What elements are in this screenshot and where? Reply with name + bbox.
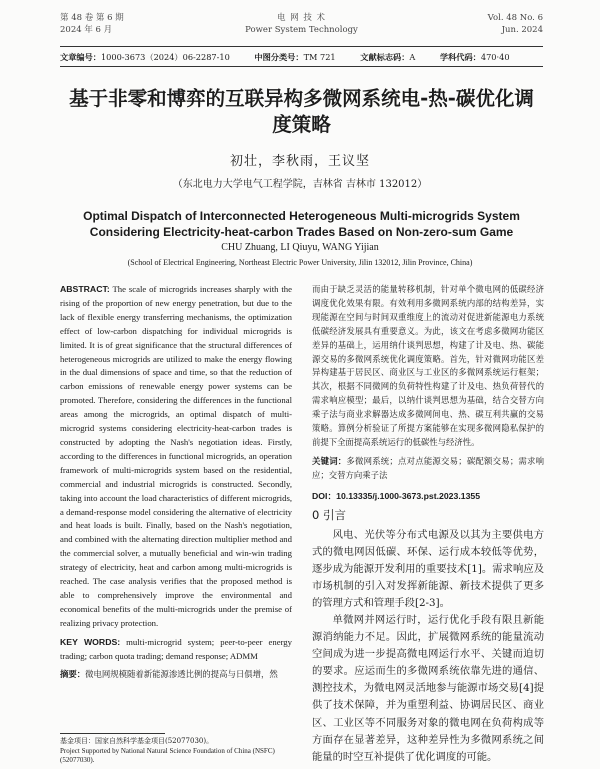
issue-date-en: Jun. 2024 (501, 25, 543, 35)
section-heading: 0 引言 (312, 507, 346, 522)
doc-code-label: 文献标志码： (360, 52, 410, 62)
volume-issue: 第 48 卷 第 6 期 (60, 13, 124, 23)
right-column (312, 283, 544, 766)
footnote (60, 737, 300, 766)
clc-code: TM 721 (303, 52, 336, 62)
affiliation-en: (School of Electrical Engineering, Northeast Electric Power University, Jilin 132012, Jilin Province, China) (127, 258, 473, 267)
abstract-cn-label: 摘要： (60, 669, 86, 680)
authors-en: CHU Zhuang, LI Qiuyu, WANG Yijian (221, 242, 379, 253)
volume-issue-en: Vol. 48 No. 6 (487, 13, 543, 23)
keywords-cn-text: 多微网系统；点对点能源交易；碳配额交易；需求响应；交替方向乘子法 (312, 455, 545, 480)
article-no: 1000-3673（2024）06-2287-10 (100, 52, 230, 62)
title-en: Optimal Dispatch of Interconnected Heterogeneous Multi-microgrids System Considering Electricity-heat-carbon Trades Based on Non-zero-sum Game (83, 209, 520, 239)
journal-name-cn: 电 网 技 术 (276, 13, 327, 23)
abstract-en-label: ABSTRACT: (60, 284, 110, 294)
footnote-rule (60, 733, 165, 734)
clc-label: 中图分类号： (254, 52, 304, 62)
keywords-cn-label: 关键词： (312, 455, 347, 466)
left-column (60, 283, 292, 682)
keywords-en (60, 636, 292, 664)
article-meta (60, 52, 543, 63)
keywords-cn (312, 455, 544, 483)
meta-rule (60, 66, 543, 67)
abstract-cn-text-left: 微电网规模随着新能源渗透比例的提高与日俱增，然 (85, 669, 278, 680)
abstract-en-text: The scale of microgrids increases sharply with the rising of the proportion of new energy penetration, but due to the lack of flexible energy transferring mechanisms, the optimization effect of low-carbon dispatching for individual microgrids is limited. It is of great significance that the structural differences of heterogeneous microgrids are utilized to make the energy flowing in the dual dimensions of space and time, so that the reduction of carbon emissions of renewable energy power systems can be promoted. Therefore, considering the differences in the functional areas among the microgrids, an optimal dispatch of multi-microgrid systems considering electricity-heat-carbon trades is constructed by adopting the Nash's negotiation ideas. Firstly, according to the differences in functional microgrids, an operation framework of multi-microgrids system based on the residential, commercial and industrial microgrids is constructed. Secondly, taking into account the load characteristics of different microgrids, a demand-response model considering the alternative of electricity and heat loads is built. Finally, based on the Nash's negotiation, and combined with the alternating direction multiplier method and the commercial solver, a mutually beneficial and win-win trading strategy of electricity, heat and carbon among multi-microgrids is reached. The case analysis verifies that the proposed method is able to comprehensively improve the environmental and economical benefits of the multi-microgrids under the premise of realizing privacy protection. (60, 284, 292, 628)
journal-name-en: Power System Technology (245, 25, 358, 35)
running-header (60, 12, 543, 46)
authors-cn: 初壮，李秋雨，王议坚 (229, 154, 370, 169)
intro-paragraph-2: 单微网并网运行时，运行优化手段有限且新能源消纳能力不足。因此，扩展微网系统的能量流动空间成为进一步提高微电网运行水平、关键而迫切的要求。应运而生的多微网系统依靠先进的通信、测控技术，为微电网灵活地参与能源市场交易[4]提供了技术保障，并为重塑利益、协调居民区、商业区、工业区等不同服务对象的微电网在负荷构成等方面存在显著差异，这种差异性为多微网系统之间能量的时空互补提供了优化调度的可能。 (312, 613, 544, 763)
affiliation-cn: （东北电力大学电气工程学院，吉林省 吉林市 132012） (172, 179, 428, 190)
header-center (60, 12, 543, 36)
keywords-en-text: multi-microgrid system; peer-to-peer energy trading; carbon quota trading; demand response; ADMM (60, 636, 292, 661)
article-no-label: 文章编号： (60, 52, 101, 62)
intro-paragraph-1: 风电、光伏等分布式电源及以其为主要供电方式的微电网因低碳、环保、运行成本较低等优势，逐步成为能源开发利用的重要技术[1]。需求响应及市场机制的引入对发挥新能源、新技术提供了更多的管理方式和管理手段[2-3]。 (312, 528, 544, 609)
subject-label: 学科代码： (439, 52, 481, 62)
keywords-en-label: KEY WORDS: (60, 636, 121, 647)
abstract-en (60, 283, 292, 631)
title-cn: 基于非零和博弈的互联异构多微网系统电-热-碳优化调度策略 (69, 87, 534, 136)
header-rule (60, 46, 543, 47)
footnote-cn: 基金项目：国家自然科学基金项目(52077030)。 (60, 737, 214, 745)
doi[interactable]: DOI：10.13335/j.1000-3673.pst.2023.1355 (312, 490, 481, 501)
subject-code: 470·40 (480, 52, 510, 62)
issue-date: 2024 年 6 月 (60, 25, 113, 35)
doc-code: A (409, 52, 416, 62)
header-right (488, 12, 543, 36)
abstract-cn-start (60, 668, 292, 682)
abstract-cn-continued: 而由于缺乏灵活的能量转移机制，针对单个微电网的低碳经济调度优化效果有限。有效利用多微网系统内部的结构差异，实现能源在空间与时间双重维度上的流动对促进新能源电力系统低碳经济发展具有重要意义。为此，该文在考虑多微网功能区差异的基础上，运用纳什谈判思想，构建了计及电、热、碳能源交易的多微网系统优化调度策略。首先，针对微网功能区差异构建基于居民区、商业区与工业区的多微网系统运行框架；其次，根据不同微网的负荷特性构建了计及电、热负荷替代的需求响应模型；最后，以纳什谈判思想为基础，结合交替方向乘子法与商业求解器达成多微网间电、热、碳互利共赢的交易策略。算例分析验证了所提方案能够在实现多微网隐私保护的前提下全面提高系统运行的低碳性与经济性。 (312, 284, 544, 447)
footnote-en: Project Supported by National Natural Science Foundation of China (NSFC) (52077030). (60, 746, 275, 764)
